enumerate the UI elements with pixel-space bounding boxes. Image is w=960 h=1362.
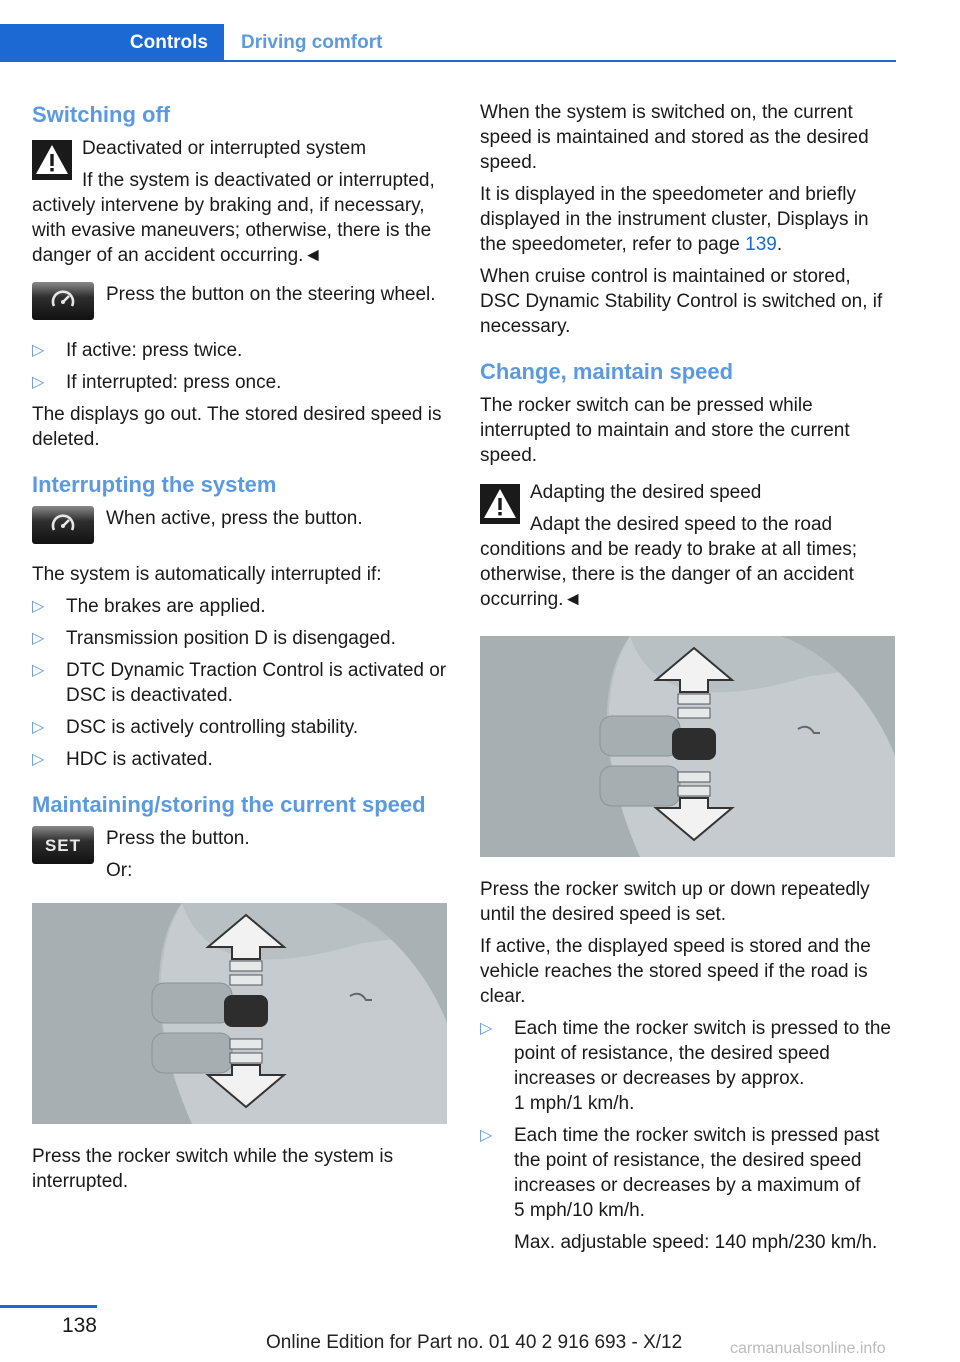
paragraph: Press the rocker switch up or down repeatedly until the desired speed is set. bbox=[480, 879, 870, 925]
heading-maintaining: Maintaining/storing the current speed bbox=[32, 792, 426, 817]
paragraph: When the system is switched on, the current speed is maintained and stored as the desired speed. bbox=[480, 102, 869, 173]
list-item: ▷ DSC is actively controlling stability. bbox=[32, 717, 359, 738]
warning-triangle-icon bbox=[480, 484, 520, 524]
triangle-right-icon: ▷ bbox=[32, 719, 45, 736]
list-item: ▷ Each time the rocker switch is pressed to the point of resistance, the desired speed increases or decreases by approx. 1 mph/1 km/h. bbox=[480, 1018, 891, 1114]
header-chapter-tab: Driving comfort bbox=[224, 24, 896, 62]
heading-switching-off: Switching off bbox=[32, 102, 171, 127]
cruise-control-button-icon bbox=[32, 282, 94, 320]
list-item: ▷ The brakes are applied. bbox=[32, 596, 266, 617]
list-item: ▷ DTC Dynamic Traction Control is activated or DSC is deactivated. bbox=[32, 660, 447, 706]
image-caption: Press the rocker switch while the system is interrupted. bbox=[32, 1146, 394, 1192]
button-instruction-text: Press the button on the steering wheel. bbox=[106, 284, 436, 305]
edition-text: Online Edition for Part no. 01 40 2 916 693 - X/12 bbox=[266, 1332, 683, 1353]
paragraph: If active, the displayed speed is stored and the vehicle reaches the stored speed if the road is clear. bbox=[480, 936, 871, 1007]
list-item: ▷ HDC is activated. bbox=[32, 749, 213, 770]
heading-interrupting: Interrupting the system bbox=[32, 472, 277, 497]
warning-triangle-icon bbox=[32, 140, 72, 180]
switch-off-list bbox=[32, 338, 450, 395]
max-speed-note: Max. adjustable speed: 140 mph/230 km/h. bbox=[514, 1232, 878, 1253]
set-button-icon: SET bbox=[32, 826, 94, 864]
warning-text: If the system is deactivated or interrupted, actively intervene by braking and, if necessary, with evasive maneuvers; otherwise, there is the danger of an accident occurring.◄ bbox=[32, 170, 435, 266]
list-item: ▷ If active: press twice. bbox=[32, 340, 243, 361]
warning-block-deactivated bbox=[32, 136, 450, 268]
paragraph: When cruise control is maintained or stored, DSC Dynamic Stability Control is switched on, if necessary. bbox=[480, 266, 883, 337]
heading-change-speed: Change, maintain speed bbox=[480, 359, 734, 384]
list-item: ▷ If interrupted: press once. bbox=[32, 372, 282, 393]
page-number: 138 bbox=[61, 1314, 97, 1337]
paragraph: The system is automatically interrupted if: bbox=[32, 564, 382, 585]
triangle-right-icon: ▷ bbox=[480, 1020, 493, 1037]
button-instruction-text: When active, press the button. bbox=[106, 508, 363, 529]
rocker-behavior-list bbox=[480, 1016, 896, 1255]
button-instruction-row bbox=[32, 282, 450, 320]
triangle-right-icon: ▷ bbox=[32, 751, 45, 768]
button-instruction-text: Press the button. bbox=[106, 828, 250, 849]
warning-block-adapting bbox=[480, 480, 896, 612]
page-reference-link[interactable]: 139 bbox=[745, 234, 777, 255]
cruise-control-button-icon bbox=[32, 506, 94, 544]
steering-wheel-rocker-image bbox=[32, 903, 447, 1124]
paragraph: It is displayed in the speedometer and briefly displayed in the instrument cluster, Displays in the speedometer, refer to page 139. bbox=[480, 184, 869, 255]
right-column bbox=[480, 100, 896, 1262]
triangle-right-icon: ▷ bbox=[32, 374, 45, 391]
left-column bbox=[32, 100, 450, 1201]
page-header bbox=[0, 24, 896, 62]
warning-title: Deactivated or interrupted system bbox=[82, 138, 367, 159]
set-button-row bbox=[32, 826, 450, 883]
triangle-right-icon: ▷ bbox=[480, 1127, 493, 1144]
or-text: Or: bbox=[106, 860, 133, 881]
triangle-right-icon: ▷ bbox=[32, 342, 45, 359]
warning-title: Adapting the desired speed bbox=[530, 482, 762, 503]
paragraph: The displays go out. The stored desired speed is deleted. bbox=[32, 404, 442, 450]
list-item: ▷ Transmission position D is disengaged. bbox=[32, 628, 396, 649]
warning-text: Adapt the desired speed to the road conditions and be ready to brake at all times; otherwise, there is the danger of an accident occurring.◄ bbox=[480, 514, 858, 610]
steering-wheel-rocker-image bbox=[480, 636, 895, 857]
button-instruction-row bbox=[32, 506, 450, 544]
footer-divider bbox=[0, 1305, 97, 1308]
header-divider bbox=[224, 60, 896, 62]
triangle-right-icon: ▷ bbox=[32, 630, 45, 647]
triangle-right-icon: ▷ bbox=[32, 598, 45, 615]
paragraph: The rocker switch can be pressed while interrupted to maintain and store the current speed. bbox=[480, 395, 850, 466]
header-section-tab: Controls bbox=[0, 24, 224, 62]
list-item: ▷ Each time the rocker switch is pressed past the point of resistance, the desired speed increases or decreases by a maximum of 5 mph/10 km/h. Max. adjustable speed: 140 mph/230 km/h. bbox=[480, 1123, 896, 1255]
watermark: carmanualsonline.info bbox=[730, 1340, 886, 1357]
interrupt-conditions-list bbox=[32, 594, 450, 772]
triangle-right-icon: ▷ bbox=[32, 662, 45, 679]
